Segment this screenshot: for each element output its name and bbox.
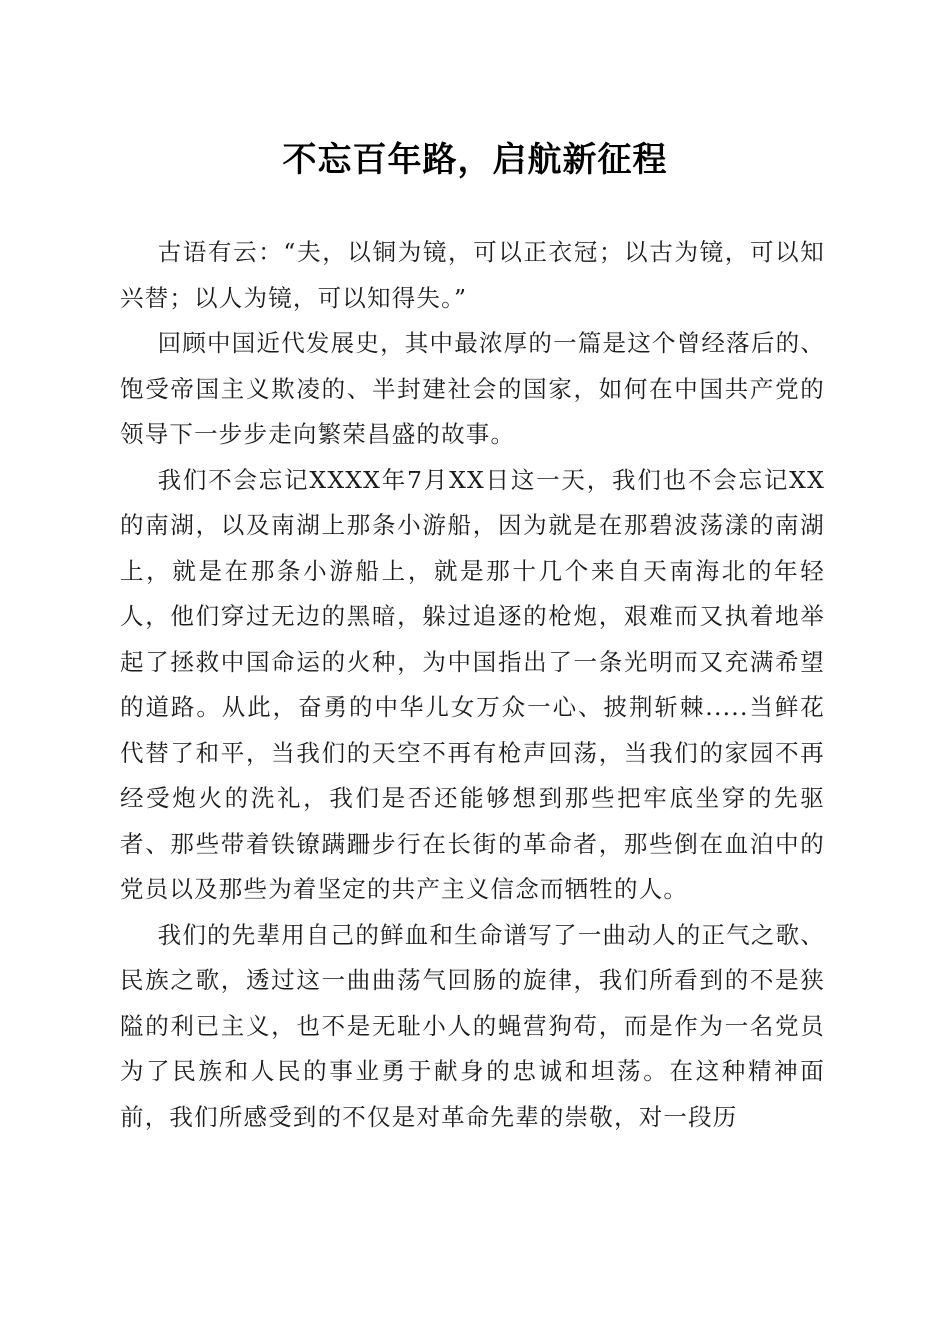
document-body <box>120 230 825 1140</box>
document-title: 不忘百年路，启航新征程 <box>282 140 668 180</box>
paragraph-quote: 古语有云：“夫，以铜为镜，可以正衣冠；以古为镜，可以知兴替；以人为镜，可以知得失。” <box>120 238 825 312</box>
paragraph-history: 回顾中国近代发展史，其中最浓厚的一篇是这个曾经落后的、饱受帝国主义欺凌的、半封建社会的国家，如何在中国共产党的领导下一步步走向繁荣昌盛的故事。 <box>120 329 825 448</box>
paragraph-south-lake: 我们不会忘记XXXX年7月XX日这一天，我们也不会忘记XX的南湖，以及南湖上那条小游船，因为就是在那碧波荡漾的南湖上，就是在那条小游船上，就是那十几个来自天南海北的年轻人，他们穿过无边的黑暗，躲过追逐的枪炮，艰难而又执着地举起了拯救中国命运的火种，为中国指出了一条光明而又充满希望的道路。从此，奋勇的中华儿女万众一心、披荆斩棘.....当鲜花代替了和平，当我们的天空不再有枪声回荡，当我们的家园不再经受炮火的洗礼，我们是否还能够想到那些把牢底坐穿的先驱者、那些带着铁镣蹒跚步行在长街的革命者，那些倒在血泊中的党员以及那些为着坚定的共产主义信念而牺牲的人。 <box>120 465 825 903</box>
paragraph-predecessors: 我们的先辈用自己的鲜血和生命谱写了一曲动人的正气之歌、民族之歌，透过这一曲曲荡气回肠的旋律，我们所看到的不是狭隘的利已主义，也不是无耻小人的蝇营狗苟，而是作为一名党员为了民族和人民的事业勇于献身的忠诚和坦荡。在这种精神面前，我们所感受到的不仅是对革命先辈的崇敬，对一段历 <box>120 920 825 1131</box>
